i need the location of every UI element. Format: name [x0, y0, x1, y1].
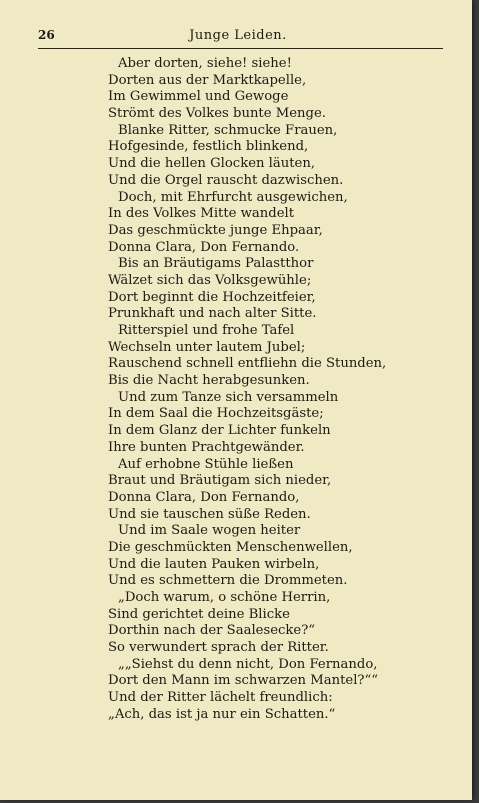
verse-line: Und die lauten Pauken wirbeln, — [108, 556, 320, 572]
verse-line: Und zum Tanze sich versammeln — [118, 389, 339, 405]
verse-line: In dem Saal die Hochzeitsgäste; — [108, 406, 324, 422]
verse-line: Die geschmückten Menschenwellen, — [108, 539, 353, 555]
verse-line: Dorthin nach der Saalesecke?“ — [108, 623, 316, 639]
verse-line: Und es schmettern die Drommeten. — [108, 573, 348, 589]
verse-line: Donna Clara, Don Fernando, — [108, 489, 300, 505]
verse-line: Hofgesinde, festlich blinkend, — [108, 139, 309, 155]
verse-line: In des Volkes Mitte wandelt — [108, 206, 295, 222]
verse-line: Prunkhaft und nach alter Sitte. — [108, 306, 317, 322]
verse-line: Im Gewimmel und Gewoge — [108, 89, 289, 105]
verse-line: In dem Glanz der Lichter funkeln — [108, 423, 331, 439]
verse-line: Donna Clara, Don Fernando. — [108, 239, 300, 255]
stanza — [108, 523, 448, 590]
verse-line: Und die Orgel rauscht dazwischen. — [108, 172, 344, 188]
stanza — [108, 657, 448, 724]
header-rule — [38, 48, 443, 49]
stanza — [108, 190, 448, 257]
verse-line: Und der Ritter lächelt freundlich: — [108, 690, 333, 706]
verse-line: Dort den Mann im schwarzen Mantel?““ — [108, 673, 378, 689]
stanza — [108, 457, 448, 524]
verse-line: Und sie tauschen süße Reden. — [108, 506, 311, 522]
verse-line: Rauschend schnell entfliehn die Stunden, — [108, 356, 387, 372]
verse-line: Strömt des Volkes bunte Menge. — [108, 106, 326, 122]
running-title: Junge Leiden. — [189, 28, 287, 43]
verse-line: „Doch warum, o schöne Herrin, — [118, 590, 331, 605]
verse-line: Wechseln unter lautem Jubel; — [108, 339, 306, 355]
verse-line: „„Siehst du denn nicht, Don Fernando, — [118, 656, 378, 672]
verse-line: Ritterspiel und frohe Tafel — [118, 323, 295, 338]
verse-line: Und im Saale wogen heiter — [118, 523, 301, 539]
verse-line: Blanke Ritter, schmucke Frauen, — [118, 122, 338, 138]
verse-line: Dorten aus der Marktkapelle, — [108, 72, 307, 88]
stanza — [108, 323, 448, 390]
stanza — [108, 123, 448, 190]
verse-line: Dort beginnt die Hochzeitfeier, — [108, 289, 316, 305]
page-number: 26 — [38, 28, 55, 42]
page-header — [38, 28, 438, 48]
stanza — [108, 256, 448, 323]
stanza — [108, 56, 448, 123]
verse-line: „Ach, das ist ja nur ein Schatten.“ — [108, 706, 336, 722]
verse-line: Bis die Nacht herabgesunken. — [108, 373, 310, 389]
verse-line: So verwundert sprach der Ritter. — [108, 640, 329, 656]
verse-line: Und die hellen Glocken läuten, — [108, 156, 316, 172]
verse-line: Sind gerichtet deine Blicke — [108, 606, 290, 622]
verse-line: Bis an Bräutigams Palastthor — [118, 256, 314, 272]
stanza — [108, 390, 448, 457]
verse-line: Wälzet sich das Volksgewühle; — [108, 272, 312, 288]
verse-line: Doch, mit Ehrfurcht ausgewichen, — [118, 189, 348, 205]
poem-body — [108, 56, 448, 724]
stanza — [108, 590, 448, 657]
verse-line: Ihre bunten Prachtgewänder. — [108, 439, 305, 455]
verse-line: Aber dorten, siehe! siehe! — [118, 56, 292, 71]
verse-line: Braut und Bräutigam sich nieder, — [108, 473, 332, 489]
verse-line: Auf erhobne Stühle ließen — [118, 456, 294, 472]
verse-line: Das geschmückte junge Ehpaar, — [108, 222, 323, 238]
